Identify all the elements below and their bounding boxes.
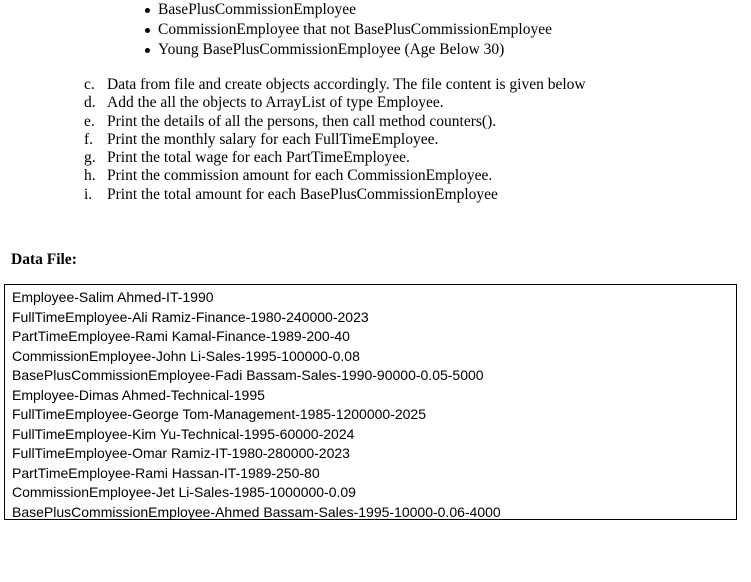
data-line: PartTimeEmployee-Rami Hassan-IT-1989-250-80 <box>12 464 320 481</box>
step-item <box>84 186 586 204</box>
data-line: FullTimeEmployee-Ali Ramiz-Finance-1980-240000-2023 <box>12 308 369 325</box>
data-line: FullTimeEmployee-Omar Ramiz-IT-1980-280000-2023 <box>12 445 350 461</box>
bullet-icon <box>145 28 150 33</box>
bullet-item-text: Young BasePlusCommissionEmployee (Age Below 30) <box>158 41 505 58</box>
step-text: Add the all the objects to ArrayList of type Employee. <box>107 94 444 112</box>
step-letter: h. <box>84 167 96 185</box>
step-letter: c. <box>84 76 95 93</box>
step-item <box>84 76 586 94</box>
bullet-item <box>143 40 552 60</box>
data-line: Employee-Dimas Ahmed-Technical-1995 <box>12 386 265 403</box>
data-line: FullTimeEmployee-Kim Yu-Technical-1995-60000-2024 <box>12 425 355 442</box>
data-line: FullTimeEmployee-George Tom-Management-1985-1200000-2025 <box>12 406 427 422</box>
bullet-icon <box>145 48 150 53</box>
data-file-box <box>4 284 737 520</box>
step-letter: i. <box>84 185 93 203</box>
step-list <box>84 76 586 204</box>
step-letter: f. <box>84 130 94 148</box>
data-line: PartTimeEmployee-Rami Kamal-Finance-1989-200-40 <box>12 328 350 344</box>
bullet-item <box>143 0 552 20</box>
bullet-item-text: CommissionEmployee that not BasePlusCommissionEmployee <box>158 21 552 38</box>
data-line: BasePlusCommissionEmployee-Ahmed Bassam-Sales-1995-10000-0.06-4000 <box>12 503 501 520</box>
step-letter: e. <box>84 112 95 130</box>
step-text: Print the total wage for each PartTimeEmployee. <box>107 149 410 167</box>
step-text: Print the details of all the persons, then call method counters(). <box>107 112 497 130</box>
data-line: CommissionEmployee-Jet Li-Sales-1985-1000000-0.09 <box>12 484 356 500</box>
step-letter: d. <box>84 94 96 112</box>
step-text: Print the monthly salary for each FullTimeEmployee. <box>107 130 439 148</box>
step-item <box>84 94 586 112</box>
step-text: Data from file and create objects accordingly. The file content is given below <box>107 76 586 93</box>
step-item <box>84 167 586 185</box>
step-item <box>84 113 586 131</box>
step-text: Print the commission amount for each CommissionEmployee. <box>107 167 493 185</box>
bullet-icon <box>145 8 150 13</box>
data-file-heading: Data File: <box>11 251 77 268</box>
step-text: Print the total amount for each BasePlusCommissionEmployee <box>107 185 498 203</box>
step-letter: g. <box>84 149 96 167</box>
bullet-list <box>143 0 552 60</box>
data-line: CommissionEmployee-John Li-Sales-1995-100000-0.08 <box>12 347 360 364</box>
data-line: Employee-Salim Ahmed-IT-1990 <box>12 289 214 305</box>
step-item <box>84 131 586 149</box>
bullet-item-text: BasePlusCommissionEmployee <box>158 1 357 18</box>
step-item <box>84 149 586 167</box>
bullet-item <box>143 20 552 40</box>
data-line: BasePlusCommissionEmployee-Fadi Bassam-Sales-1990-90000-0.05-5000 <box>12 367 484 383</box>
